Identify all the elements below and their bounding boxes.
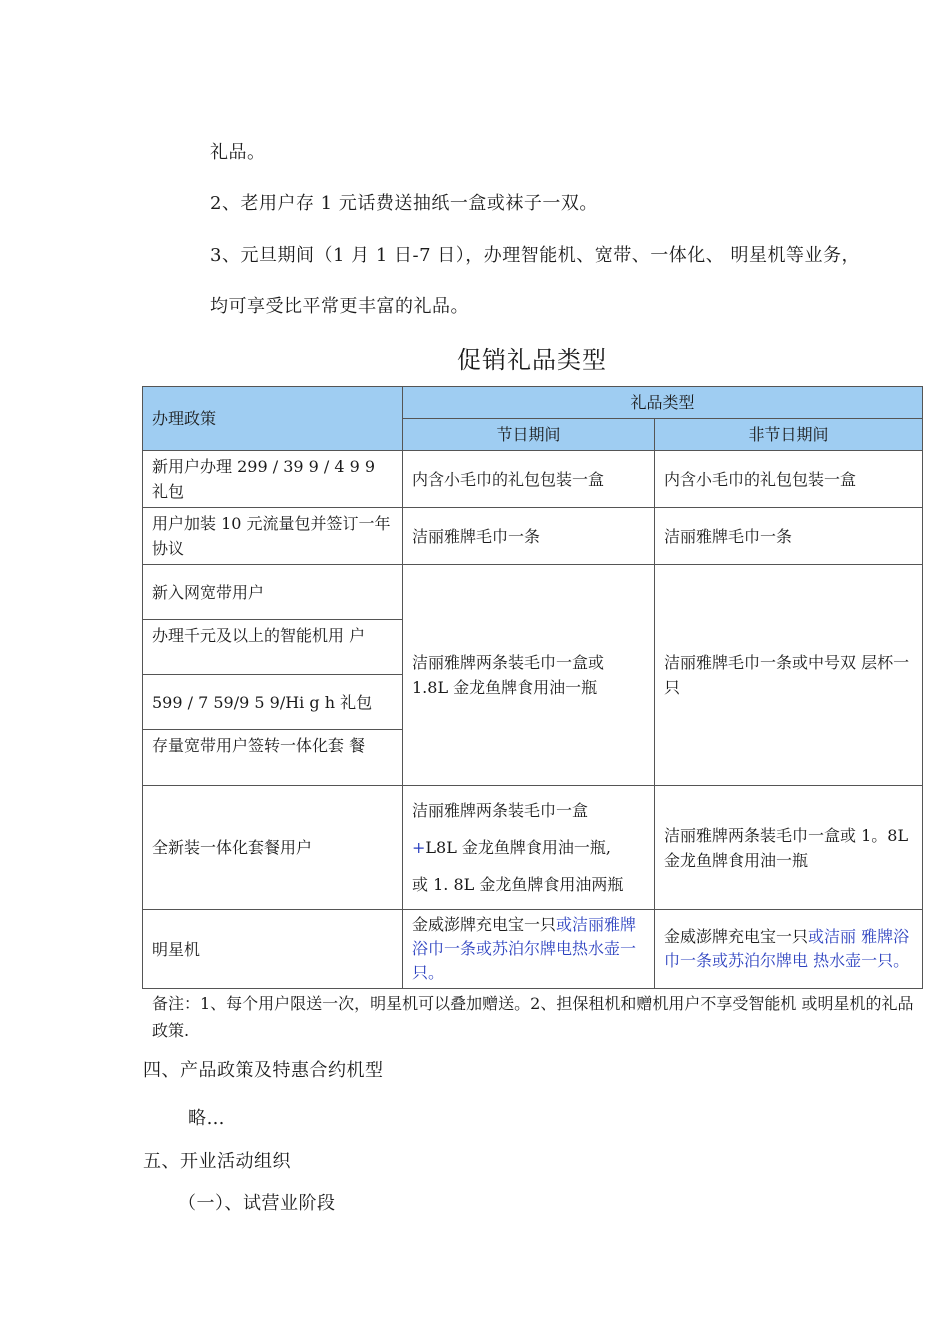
policy-cell: 新用户办理 299 / 39 9 / 4 9 9 礼包 — [143, 451, 403, 508]
paragraph-item-3-continued: 均可享受比平常更丰富的礼品。 — [210, 296, 469, 317]
header-holiday: 节日期间 — [403, 419, 655, 451]
holiday-gift-cell — [403, 910, 655, 989]
table-row — [143, 565, 923, 620]
gift-line — [412, 836, 645, 860]
gift-table — [142, 386, 923, 989]
table-row — [143, 786, 923, 910]
paragraph-item-3: 3、元旦期间（1 月 1 日-7 日），办理智能机、宽带、一体化、 明星机等业务， — [210, 245, 860, 266]
policy-cell: 存量宽带用户签转一体化套 餐 — [143, 730, 403, 786]
non-holiday-gift-cell: 内含小毛巾的礼包包装一盒 — [655, 451, 923, 508]
policy-cell: 用户加装 10 元流量包并签订一年协议 — [143, 508, 403, 565]
holiday-gift-cell: 洁丽雅牌两条装毛巾一盒或 1.8L 金龙鱼牌食用油一瓶 — [403, 565, 655, 786]
non-holiday-gift-cell: 洁丽雅牌两条装毛巾一盒或 1。8L 金龙鱼牌食用油一瓶 — [655, 786, 923, 910]
holiday-gift-cell: 洁丽雅牌毛巾一条 — [403, 508, 655, 565]
table-row — [143, 910, 923, 989]
section-4-body: 略… — [188, 1108, 225, 1129]
non-holiday-gift-cell: 洁丽雅牌毛巾一条或中号双 层杯一只 — [655, 565, 923, 786]
policy-cell: 599 / 7 59/9 5 9/Hi g h 礼包 — [143, 675, 403, 730]
holiday-gift-cell — [403, 786, 655, 910]
holiday-gift-cell: 内含小毛巾的礼包包装一盒 — [403, 451, 655, 508]
policy-cell: 办理千元及以上的智能机用 户 — [143, 620, 403, 675]
policy-cell: 明星机 — [143, 910, 403, 989]
table-note: 备注：1、每个用户限送一次，明星机可以叠加赠送。2、担保租机和赠机用户不享受智能机 或明星机的礼品政策. — [152, 994, 914, 1040]
table-row — [143, 451, 923, 508]
gift-alternative-text: 或洁丽雅牌浴巾一条或苏泊尔牌电热水壶一只。 — [412, 915, 637, 982]
header-policy: 办理政策 — [143, 387, 403, 451]
table-row — [143, 508, 923, 565]
non-holiday-gift-cell — [655, 910, 923, 989]
paragraph-item-2: 2、老用户存 1 元话费送抽纸一盒或袜子一双。 — [210, 193, 598, 214]
header-gift-type: 礼品类型 — [403, 387, 923, 419]
section-heading-5: 五、开业活动组织 — [143, 1151, 291, 1172]
gift-text: 金威澎牌充电宝一只 — [664, 927, 809, 946]
subsection-heading: （一）、试营业阶段 — [178, 1193, 336, 1214]
non-holiday-gift-cell: 洁丽雅牌毛巾一条 — [655, 508, 923, 565]
paragraph-gift-continued: 礼品。 — [210, 142, 266, 163]
plus-sign: + — [412, 837, 426, 857]
gift-line: 洁丽雅牌两条装毛巾一盒 — [412, 800, 589, 820]
policy-cell: 新入网宽带用户 — [143, 565, 403, 620]
gift-line: 或 1. 8L 金龙鱼牌食用油两瓶 — [412, 874, 624, 894]
table-title: 促销礼品类型 — [457, 346, 607, 374]
gift-text: 金威澎牌充电宝一只 — [412, 915, 557, 934]
gift-alternative-text: 或洁丽 雅牌浴巾一条或苏泊尔牌电 热水壶一只。 — [664, 927, 910, 970]
section-heading-4: 四、产品政策及特惠合约机型 — [143, 1060, 384, 1081]
policy-cell: 全新装一体化套餐用户 — [143, 786, 403, 910]
table-header-row — [143, 387, 923, 419]
header-non-holiday: 非节日期间 — [655, 419, 923, 451]
gift-line-text: L8L 金龙鱼牌食用油一瓶, — [425, 837, 612, 857]
